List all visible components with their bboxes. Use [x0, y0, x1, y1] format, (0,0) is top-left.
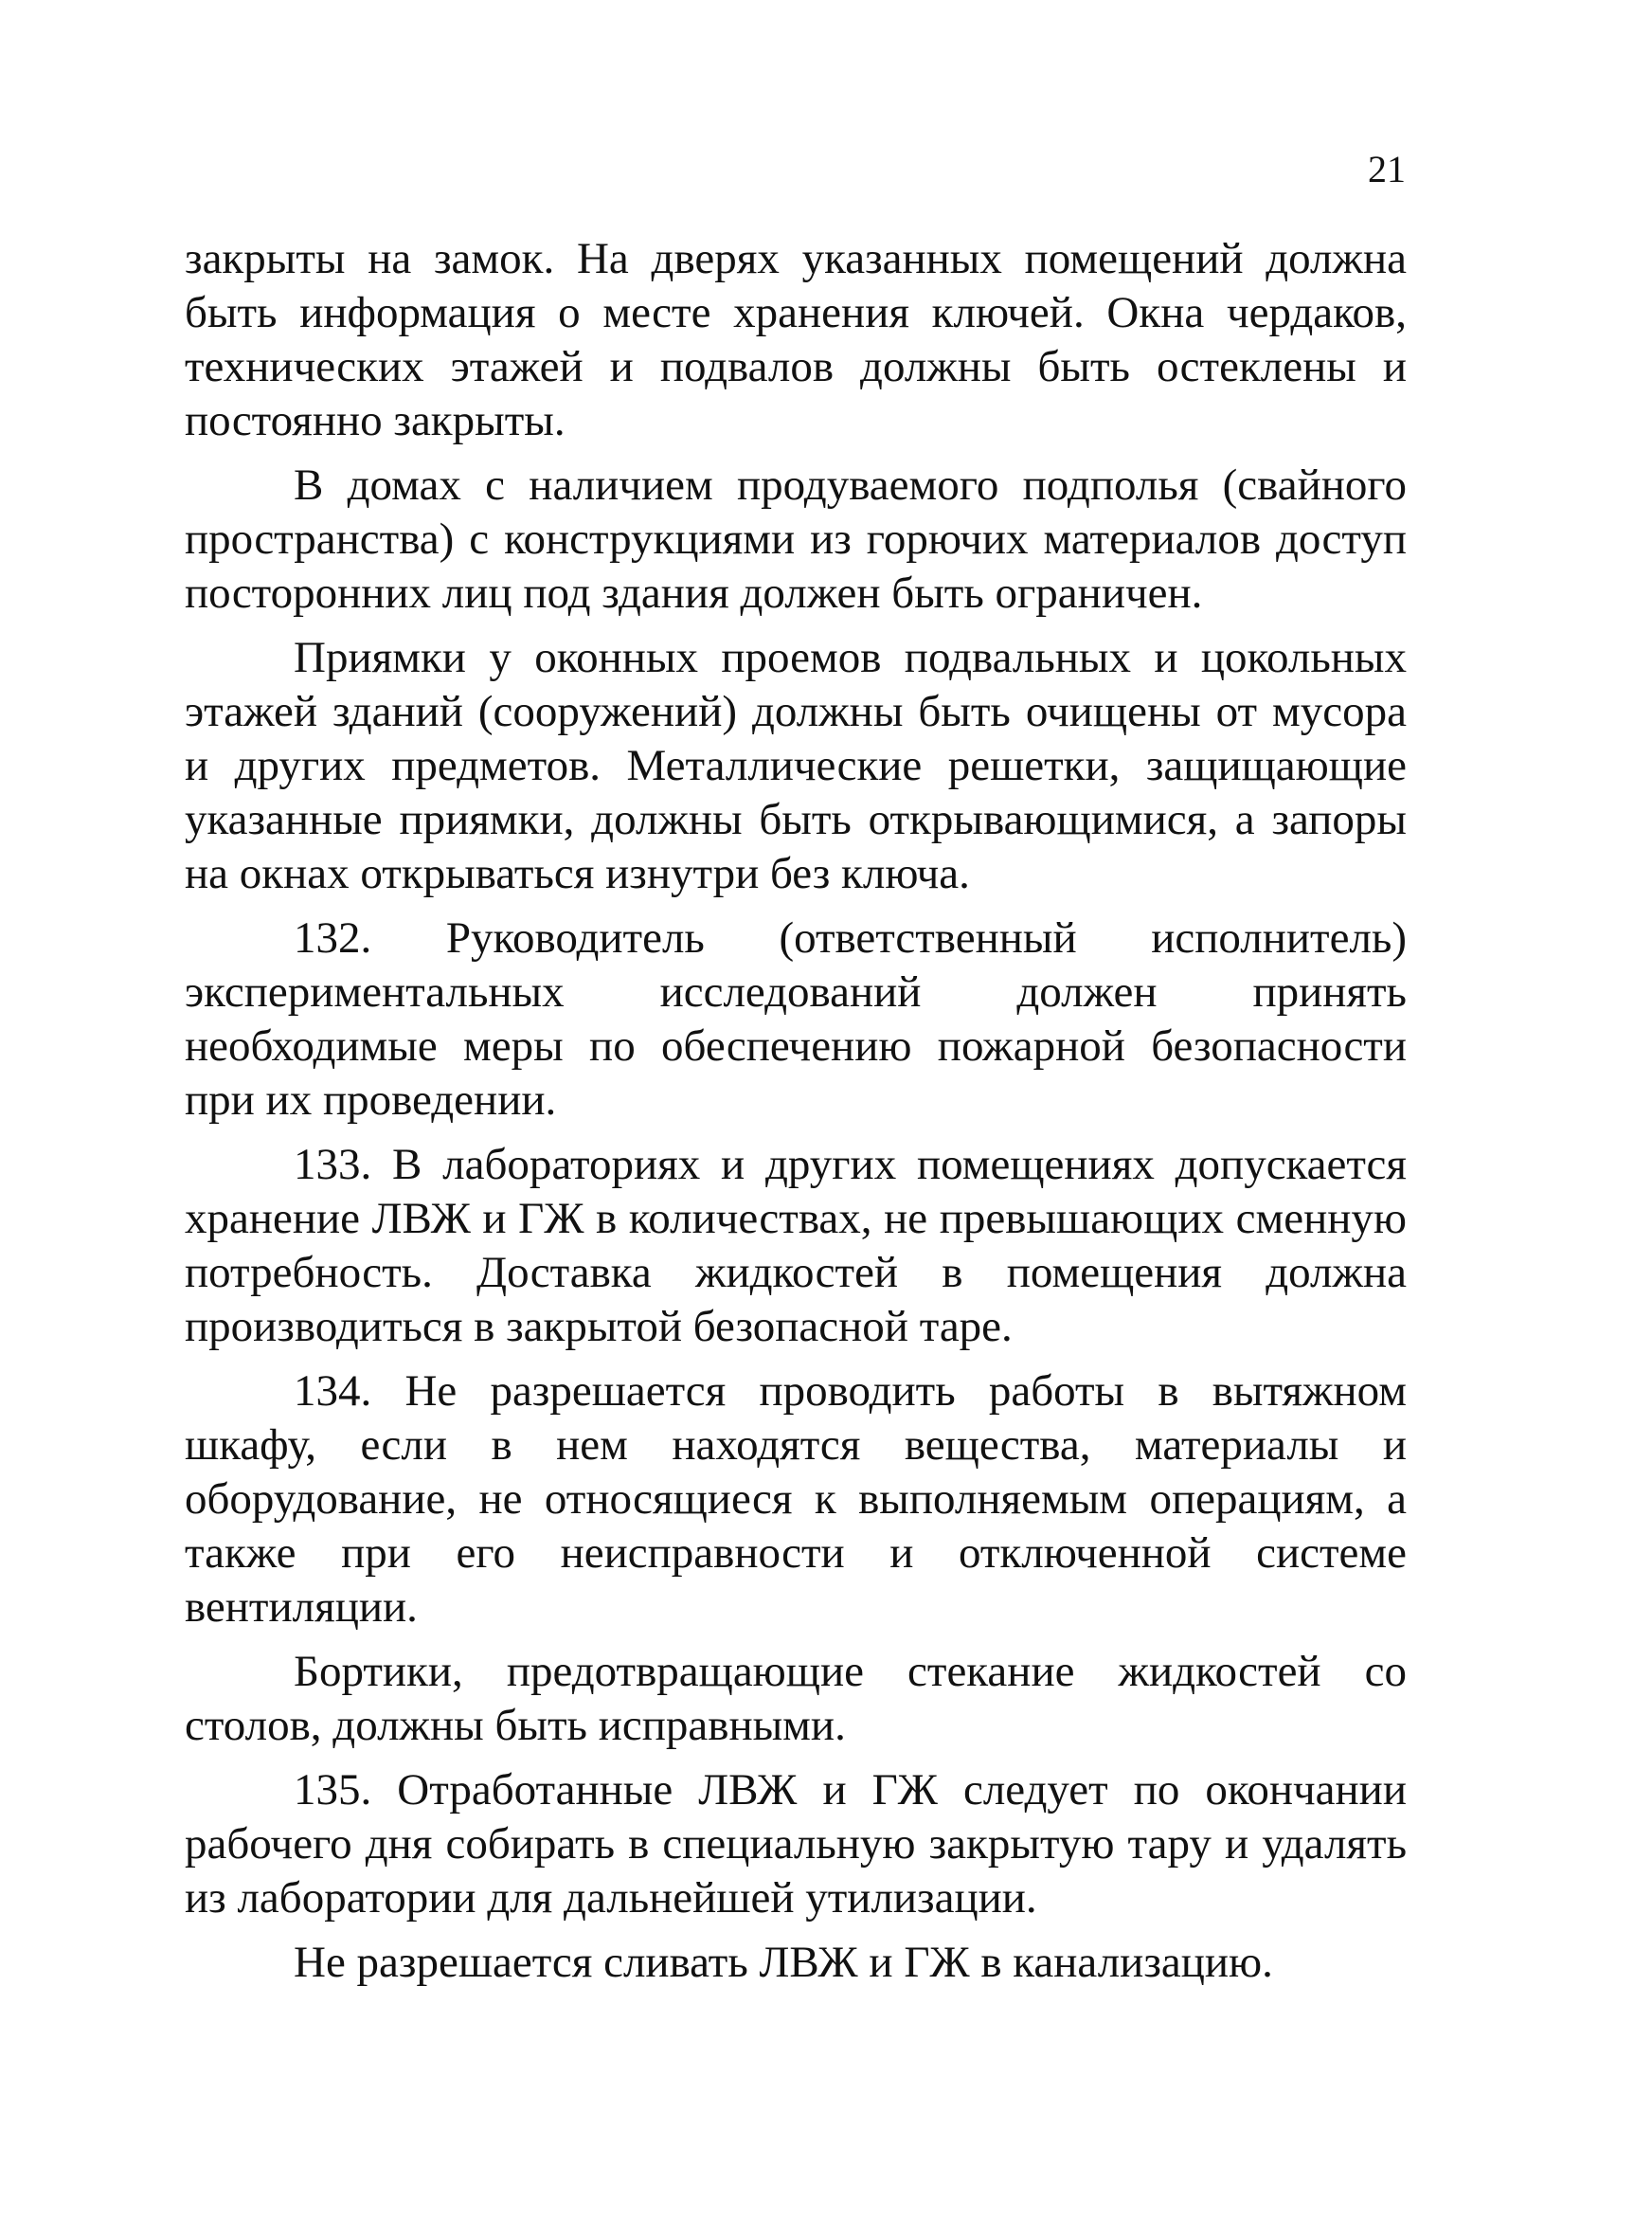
paragraph-item-133: 133. В лабораториях и других помещениях допускается хранение ЛВЖ и ГЖ в количествах, не превышающих сменную потребность. Доставка жидкостей в помещения должна производиться в закрытой безопасной таре.: [185, 1140, 1407, 1351]
paragraph-window-pits: Приямки у оконных проемов подвальных и цокольных этажей зданий (сооружений) должны быть очищены от мусора и других предметов. Металлические решетки, защищающие указанные приямки, должны быть открывающимися, а запоры на окнах открываться изнутри без ключа.: [185, 633, 1407, 898]
page-content: [185, 232, 1407, 2000]
paragraph-subfloor-access: В домах с наличием продуваемого подполья (свайного пространства) с конструкциями из горючих материалов доступ посторонних лиц под здания должен быть ограничен.: [185, 460, 1407, 618]
paragraph-no-drain: Не разрешается сливать ЛВЖ и ГЖ в канализацию.: [294, 1938, 1273, 1987]
paragraph-continuation: закрыты на замок. На дверях указанных помещений должна быть информация о месте хранения ключей. Окна чердаков, технических этажей и подвалов должны быть остеклены и постоянно закрыты.: [185, 234, 1407, 445]
paragraph-item-135: 135. Отработанные ЛВЖ и ГЖ следует по окончании рабочего дня собирать в специальную закрытую тару и удалять из лаборатории для дальнейшей утилизации.: [185, 1765, 1407, 1923]
paragraph-table-edges: Бортики, предотвращающие стекание жидкостей со столов, должны быть исправными.: [185, 1647, 1407, 1750]
paragraph-item-134: 134. Не разрешается проводить работы в вытяжном шкафу, если в нем находятся вещества, материалы и оборудование, не относящиеся к выполняемым операциям, а также при его неисправности и отключенной системе вентиляции.: [185, 1366, 1407, 1632]
paragraph-item-132: 132. Руководитель (ответственный исполнитель) экспериментальных исследований должен принять необходимые меры по обеспечению пожарной безопасности при их проведении.: [185, 913, 1407, 1125]
page-number: 21: [1368, 148, 1406, 190]
